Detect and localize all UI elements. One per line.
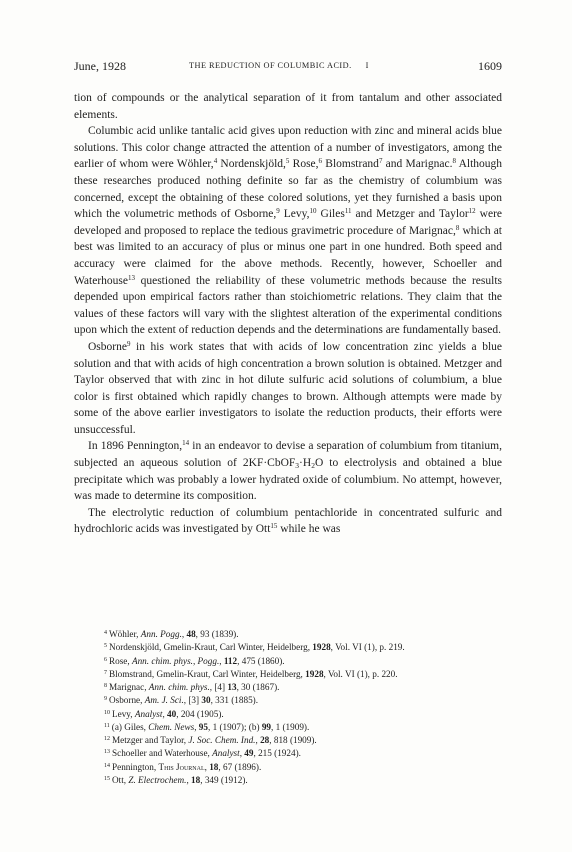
- text-run: which at best was limited to an accuracy of plus or minus one part in one hundred. Both speed and accuracy were claimed for the above methods. Recently, however, Schoeller and Waterhouse: [74, 224, 503, 287]
- text-run: Nordenskjöld, Gmelin-Kraut, Carl Winter, Heidelberg,: [109, 642, 313, 653]
- text-run: and Marignac.: [382, 158, 453, 171]
- paragraph: [74, 90, 502, 123]
- footnote: [104, 693, 504, 706]
- footnote: [104, 733, 504, 746]
- footnote-number: 12: [104, 736, 110, 742]
- text-run: were developed and proposed to replace the tedious gravimetric procedure of Marignac,: [74, 208, 502, 237]
- footnote: [104, 680, 504, 693]
- paragraph: [74, 438, 502, 504]
- footnote-ref: 7: [378, 157, 383, 166]
- footnote-ref: 12: [468, 207, 476, 216]
- text-run: The electrolytic reduction of columbium pentachloride in concentrated sulfuric and hydrochloric acids was investigated by Ott: [74, 506, 502, 536]
- footnote-number: 7: [104, 669, 107, 676]
- volume-number: 18: [191, 774, 201, 785]
- text-run: , 1 (1909).: [271, 721, 310, 732]
- text-run: ,: [162, 708, 168, 719]
- volume-number: 40: [167, 708, 177, 719]
- text-run: Metzger and Taylor,: [112, 735, 189, 745]
- journal-name: Ann. chim. phys., Pogg.: [131, 655, 220, 666]
- text-run: , 1 (1907); (b): [207, 721, 262, 732]
- footnote: [104, 773, 504, 786]
- text-run: Levy,: [112, 708, 135, 719]
- footnote: [104, 707, 504, 720]
- journal-name: Analyst: [134, 708, 163, 719]
- text-run: , [3]: [183, 695, 202, 706]
- volume-number: 99: [261, 721, 272, 732]
- text-run: Schoeller and Waterhouse,: [112, 748, 213, 759]
- text-run: Wöhler,: [109, 629, 141, 639]
- footnote-number: 14: [104, 762, 110, 769]
- volume-number: 95: [198, 721, 208, 732]
- text-run: Pennington,: [112, 761, 159, 772]
- subscript: 2: [311, 461, 315, 471]
- footnote: [104, 640, 504, 653]
- text-run: Blomstrand, Gmelin-Kraut, Carl Winter, Heidelberg,: [109, 668, 306, 679]
- text-run: , 349 (1912).: [200, 774, 248, 785]
- paragraph: [74, 505, 502, 538]
- footnote-ref: 5: [285, 157, 290, 166]
- text-run: , 93 (1839).: [195, 629, 239, 639]
- journal-name: Analyst: [212, 748, 240, 759]
- footnote-ref: 4: [213, 157, 218, 166]
- footnote-ref: 15: [270, 522, 278, 531]
- footnote-ref: 14: [182, 439, 190, 448]
- footnote: [104, 627, 504, 640]
- footnote: [104, 654, 504, 667]
- subscript: 3: [295, 461, 300, 471]
- footnote-number: 13: [104, 749, 110, 756]
- text-run: Nordenskjöld,: [217, 158, 286, 171]
- text-run: Osborne: [88, 340, 127, 353]
- footnote-ref: 6: [318, 157, 323, 166]
- text-run: Marignac,: [109, 682, 149, 692]
- footnote-ref: 8: [452, 157, 456, 166]
- footnote-number: 10: [104, 709, 110, 716]
- footnote-ref: 11: [344, 207, 352, 216]
- journal-name: Am. J. Sci.: [144, 695, 184, 706]
- footnote-ref: 10: [309, 207, 317, 216]
- text-run: ,: [194, 721, 199, 732]
- text-run: ,: [239, 748, 245, 759]
- footnote-ref: 8: [455, 223, 460, 232]
- text-run: ,: [186, 774, 192, 785]
- footnote-number: 5: [104, 643, 107, 650]
- volume-number: 13: [227, 682, 237, 692]
- volume-number: 48: [186, 629, 196, 639]
- paragraph: [74, 339, 502, 439]
- volume-number: 30: [201, 695, 211, 706]
- running-title: [189, 61, 369, 70]
- text-run: questioned the reliability of these volumetric methods because the results depended upon empirical factors rather than stoichiometric relations. They claim that the values of these factors will vary with the slightest alteration of the experimental conditions upon which the extent of reduction depends and the determinations are fundamentally based.: [74, 274, 502, 337]
- page-number: 1609: [478, 59, 502, 73]
- text-run: , 204 (1905).: [176, 708, 224, 719]
- footnote-number: 4: [104, 630, 107, 636]
- footnote-ref: 13: [128, 273, 135, 282]
- text-run: tion of compounds or the analytical separation of it from tantalum and other associated elements.: [74, 92, 502, 121]
- text-run: ,: [219, 655, 224, 666]
- journal-name: Ann. chim. phys.: [148, 682, 210, 692]
- footnotes: [104, 627, 504, 786]
- text-run: , [4]: [209, 682, 228, 692]
- text-run: Levy,: [279, 208, 310, 221]
- text-run: Ott,: [112, 774, 129, 785]
- text-run: O to electrolysis and obtained a blue precipitate which was probably a lower hydrated oxide of columbium. No attempt, however, was made to determine its composition.: [74, 457, 502, 503]
- footnote: [104, 667, 504, 680]
- text-run: , 475 (1860).: [237, 655, 285, 666]
- text-run: in his work states that with acids of low concentration zinc yields a blue solution and that with acids of high concentration a brown solution is obtained. Metzger and Taylor observed that with zinc in hot dilute sulfuric acid solutions of columbium, a blue color is first obtained which rapidly changes to brown. Although attempts were made by some of the above earlier investigators to isolate the reduction products, their efforts were unsuccessful.: [74, 340, 502, 436]
- footnote: [104, 720, 504, 733]
- footnote-number: 11: [104, 722, 110, 729]
- text-run: ·H: [299, 457, 312, 470]
- footnote: [104, 760, 504, 773]
- footnote-number: 8: [104, 683, 107, 689]
- text-run: ,: [255, 735, 261, 745]
- volume-number: 1928: [305, 668, 324, 679]
- body-text: [74, 90, 502, 538]
- journal-name: Z. Electrochem.: [128, 774, 187, 785]
- text-run: Osborne,: [109, 695, 145, 706]
- text-run: (a) Giles,: [111, 721, 149, 732]
- footnote-number: 15: [104, 775, 110, 782]
- journal-name: J. Soc. Chem. Ind.: [188, 735, 256, 745]
- header-date: June, 1928: [74, 59, 126, 73]
- volume-number: 1928: [312, 642, 331, 653]
- text-run: In 1896 Pennington,: [88, 440, 183, 453]
- text-run: while he was: [277, 523, 341, 536]
- journal-name: Ann. Pogg.: [140, 629, 182, 639]
- text-run: , 818 (1909).: [269, 735, 317, 745]
- journal-name: This Journal: [158, 761, 205, 772]
- text-run: , Vol. VI (1), p. 219.: [330, 642, 405, 653]
- volume-number: 18: [209, 761, 219, 772]
- paragraph: [74, 123, 502, 339]
- text-run: , 331 (1885).: [210, 695, 259, 706]
- text-run: , Vol. VI (1), p. 220.: [323, 668, 398, 679]
- text-run: Rose,: [109, 655, 132, 666]
- footnote: [104, 746, 504, 759]
- journal-name: Chem. News: [148, 721, 195, 732]
- text-run: ,: [181, 629, 187, 639]
- text-run: , 215 (1924).: [253, 748, 301, 759]
- text-run: Blomstrand: [322, 158, 379, 171]
- text-run: Columbic acid unlike tantalic acid gives upon reduction with zinc and mineral acids blue solutions. This color change attracted the attention of a number of investigators, among the earlier of whom were Wöhler,: [74, 125, 502, 171]
- footnote-number: 6: [104, 656, 107, 663]
- text-run: , 30 (1867).: [236, 682, 280, 692]
- volume-number: 112: [223, 655, 238, 666]
- page-header: [74, 59, 502, 73]
- text-run: Giles: [316, 208, 345, 221]
- running-title-part: I: [365, 61, 369, 70]
- text-run: Although these researches produced nothing definite so far as the chemistry of columbium was concerned, except the obtaining of these colored solutions, yet they furnished a basis upon which the volumetric methods of Osborne,: [74, 158, 503, 221]
- text-run: , 67 (1896).: [218, 761, 262, 772]
- volume-number: 49: [244, 748, 254, 759]
- footnote-ref: 9: [276, 207, 280, 216]
- text-run: in an endeavor to devise a separation of columbium from titanium, subjected an aqueous solution of 2KF·CbOF: [74, 440, 502, 470]
- footnote-ref: 9: [126, 339, 131, 348]
- text-run: Rose,: [289, 158, 319, 171]
- volume-number: 28: [260, 735, 270, 745]
- text-run: and Metzger and Taylor: [351, 208, 469, 221]
- footnote-number: 9: [104, 696, 107, 703]
- text-run: ,: [204, 761, 210, 772]
- running-title-text: THE REDUCTION OF COLUMBIC ACID.: [189, 61, 352, 70]
